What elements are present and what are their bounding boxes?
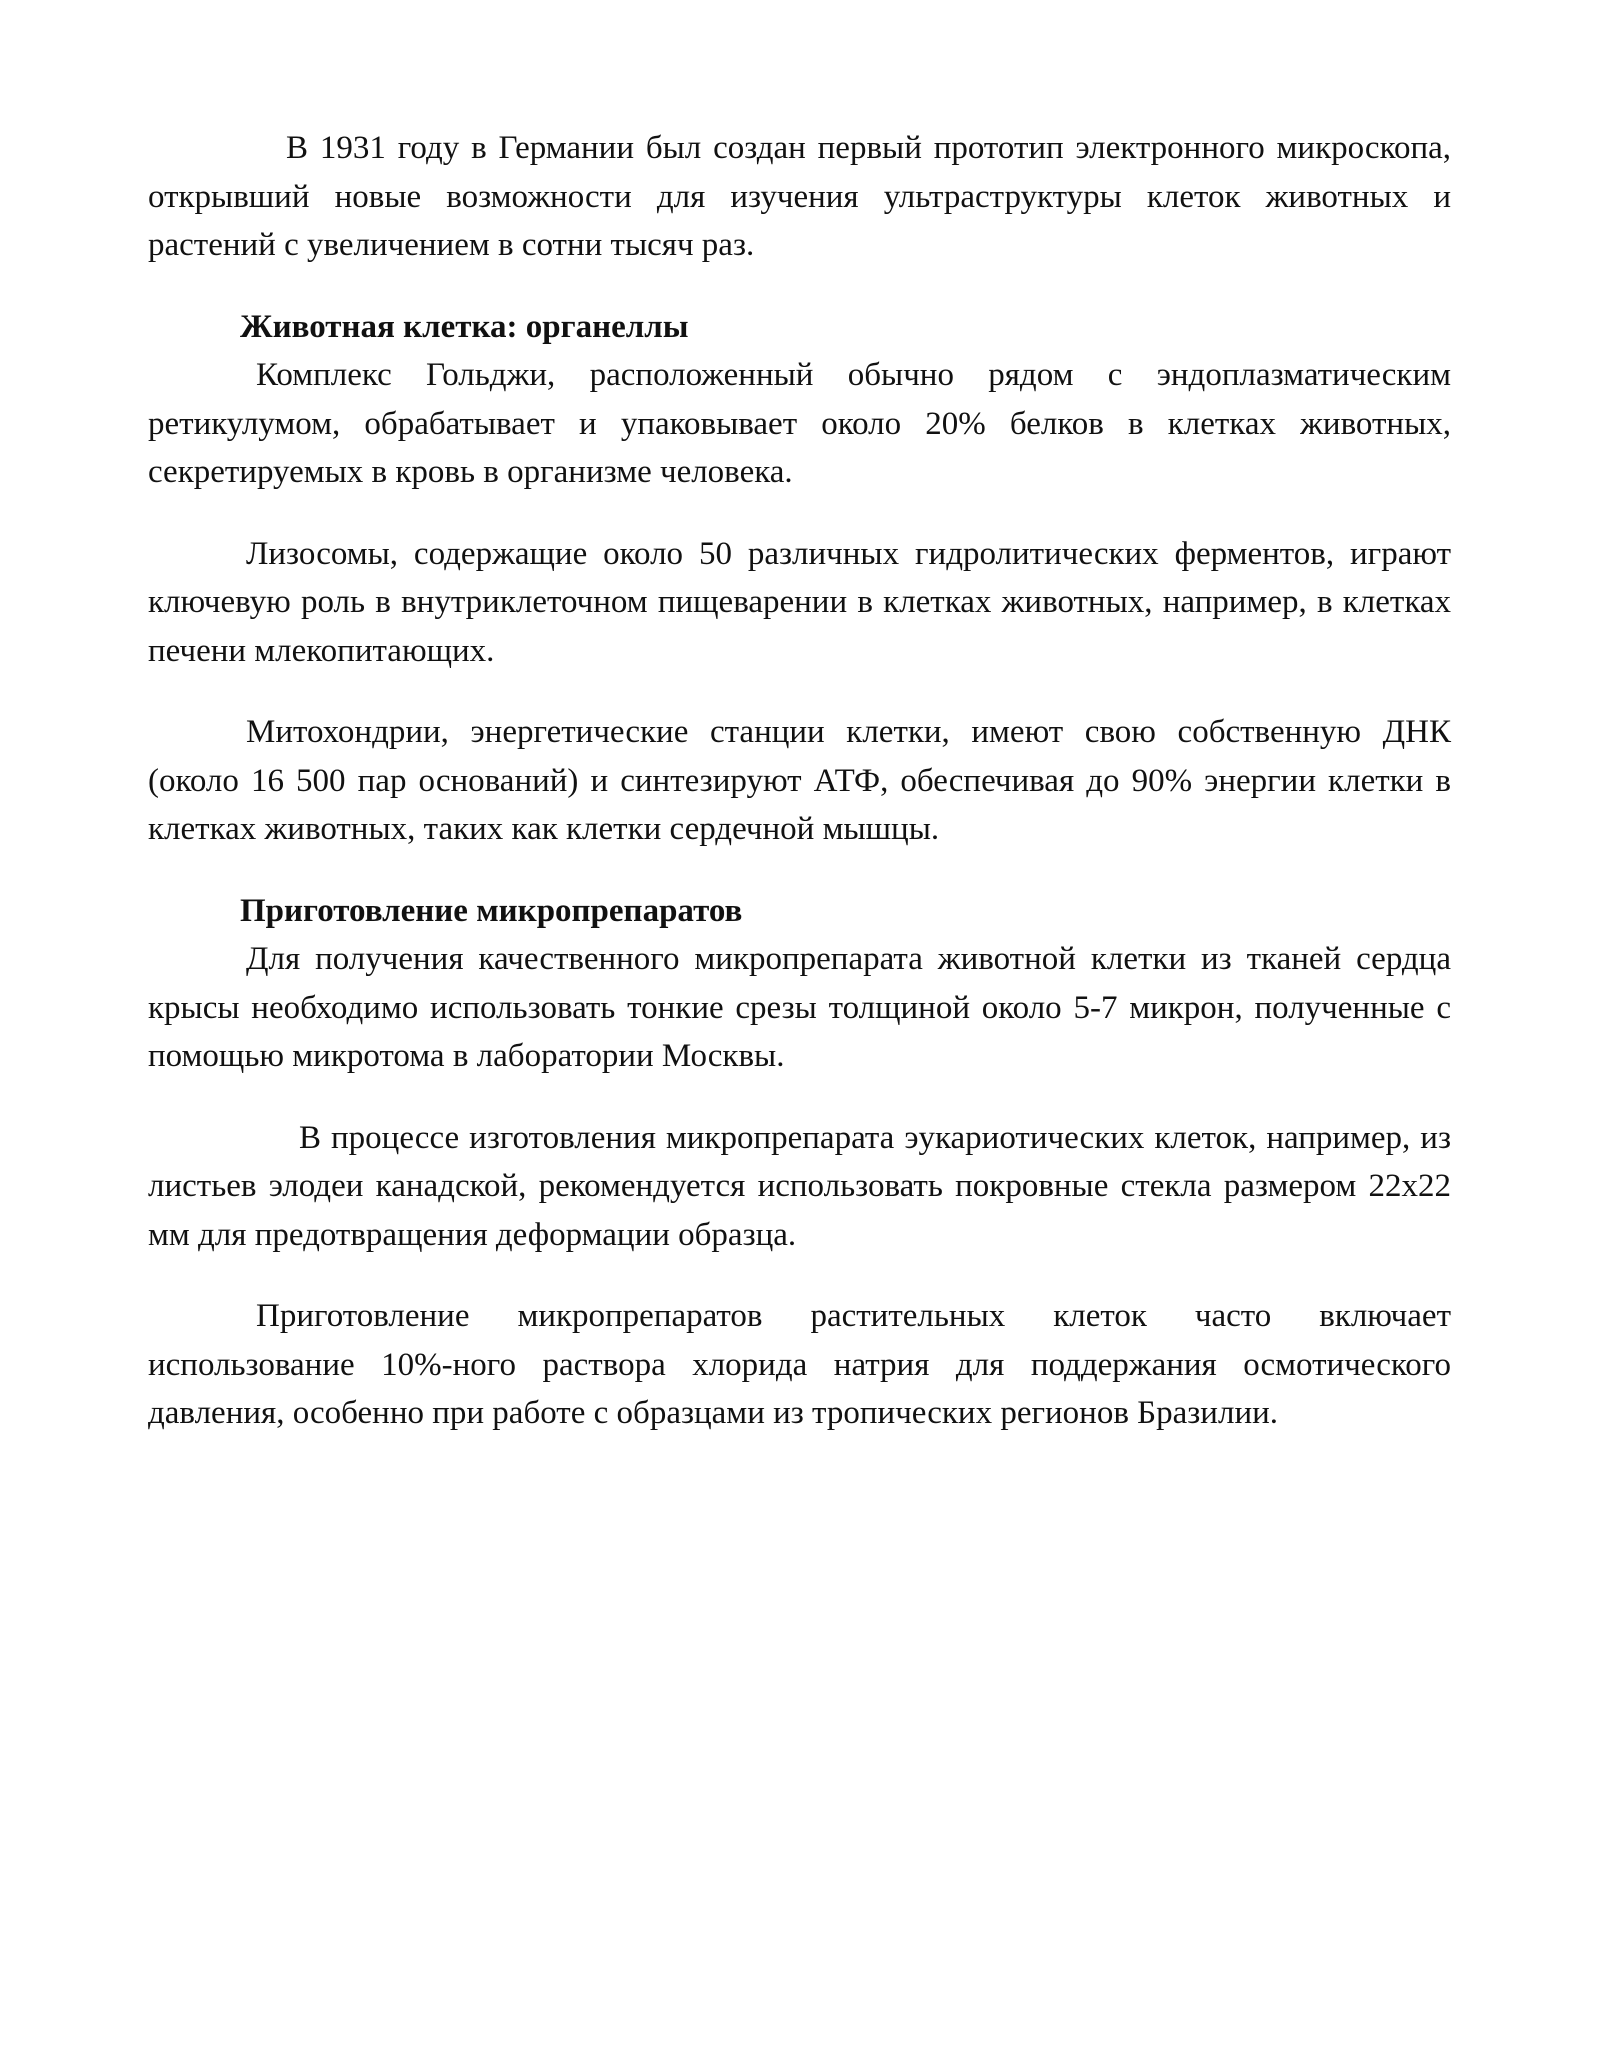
paragraph-heart-slices: Для получения качественного микропрепарата животной клетки из тканей сердца крысы необходимо использовать тонкие срезы толщиной около 5-7 микрон, полученные с помощью микротома в лаборатории Москвы. xyxy=(148,941,1451,1074)
heading-preparation: Приготовление микропрепаратов xyxy=(240,892,743,929)
paragraph-coverslips: В процессе изготовления микропрепарата эукариотических клеток, например, из листьев элодеи канадской, рекомендуется использовать покровные стекла размером 22x22 мм для предотвращения деформации образца. xyxy=(148,1119,1451,1253)
paragraph-saline-solution: Приготовление микропрепаратов растительных клеток часто включает использование 10%-ного раствора хлорида натрия для поддержания осмотического давления, особенно при работе с образцами из тропических регионов Бразилии. xyxy=(148,1298,1451,1431)
paragraph-golgi-complex: Комплекс Гольджи, расположенный обычно рядом с эндоплазматическим ретикулумом, обрабатывает и упаковывает около 20% белков в клетках животных, секретируемых в кровь в организме человека. xyxy=(148,357,1451,490)
paragraph-electron-microscope: В 1931 году в Германии был создан первый прототип электронного микроскопа, открывший новые возможности для изучения ультраструктуры клеток животных и растений с увеличением в сотни тысяч раз. xyxy=(148,130,1451,263)
document-body xyxy=(148,124,1451,1438)
heading-animal-cell-organelles: Животная клетка: органеллы xyxy=(240,308,689,345)
paragraph-lysosomes: Лизосомы, содержащие около 50 различных гидролитических ферментов, играют ключевую роль в внутриклеточном пищеварении в клетках животных, например, в клетках печени млекопитающих. xyxy=(148,535,1451,669)
paragraph-mitochondria: Митохондрии, энергетические станции клетки, имеют свою собственную ДНК (около 16 500 пар оснований) и синтезируют АТФ, обеспечивая до 90% энергии клетки в клетках животных, таких как клетки сердечной мышцы. xyxy=(148,714,1451,847)
